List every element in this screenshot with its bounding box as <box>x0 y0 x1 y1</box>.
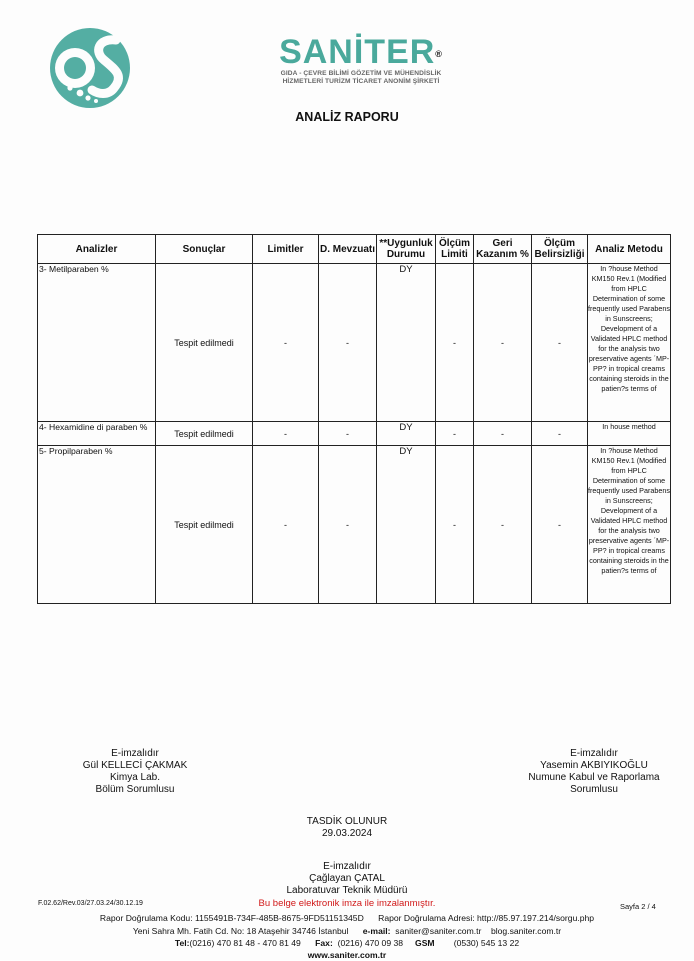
col-header-uncertainty: Ölçüm Belirsizliği <box>532 235 588 264</box>
signer-role: Sorumlusu <box>570 784 618 795</box>
cell-analysis: 3- Metilparaben % <box>38 264 156 422</box>
signer-name: Çağlayan ÇATAL <box>309 873 385 884</box>
brand-subtitle-line2: HİZMETLERİ TURİZM TİCARET ANONİM ŞİRKETİ <box>282 78 440 85</box>
col-header-method: Analiz Metodu <box>588 235 671 264</box>
signer-role: Numune Kabul ve Raporlama <box>528 772 660 783</box>
sign-status: E-imzalıdır <box>111 748 159 759</box>
cell-measurement-limit: - <box>436 264 474 422</box>
table-row <box>38 264 671 422</box>
table-header-row <box>38 235 671 264</box>
verify-address-link[interactable]: http://85.97.197.214/sorgu.php <box>477 913 595 923</box>
cell-regulation: - <box>319 446 377 604</box>
approval-date: 29.03.2024 <box>321 828 373 839</box>
registered-mark: ® <box>435 49 443 59</box>
approval-block <box>0 816 694 840</box>
cell-measurement-limit: - <box>436 422 474 446</box>
footer-address-line: Yeni Sahra Mh. Fatih Cd. No: 18 Ataşehir 34746 İstanbul e-mail: saniter@saniter.com.tr blog.saniter.com.tr <box>132 926 562 936</box>
col-header-results: Sonuçlar <box>156 235 253 264</box>
col-header-regulation: D. Mevzuatı <box>319 235 377 264</box>
cell-recovery: - <box>474 422 532 446</box>
col-header-analysis: Analizler <box>38 235 156 264</box>
sign-status: E-imzalıdır <box>570 748 618 759</box>
cell-analysis: 5- Propilparaben % <box>38 446 156 604</box>
cell-result: Tespit edilmedi <box>156 446 253 604</box>
brand-name: SANİTER® <box>279 33 443 71</box>
signer-name: Yasemin AKBIYIKOĞLU <box>540 760 648 771</box>
e-sign-notice: Bu belge elektronik imza ile imzalanmıştır. <box>258 898 436 909</box>
analysis-table <box>37 234 671 604</box>
brand-subtitle-line1: GIDA - ÇEVRE BİLİMİ GÖZETİM VE MÜHENDİSLİK <box>280 70 442 77</box>
table-row <box>38 446 671 604</box>
method-text: In house method <box>602 422 656 431</box>
cell-conformity: DY <box>377 264 436 422</box>
cell-limit: - <box>253 446 319 604</box>
signer-role: Bölüm Sorumlusu <box>95 784 175 795</box>
cell-conformity: DY <box>377 446 436 604</box>
cell-uncertainty: - <box>532 422 588 446</box>
verify-code: 1155491B-734F-485B-8675-9FD51151345D <box>194 913 364 923</box>
signature-left <box>60 748 210 796</box>
company-address: Yeni Sahra Mh. Fatih Cd. No: 18 Ataşehir 34746 İstanbul <box>132 926 349 936</box>
email-link[interactable]: saniter@saniter.com.tr <box>395 926 482 936</box>
cell-uncertainty: - <box>532 264 588 422</box>
cell-recovery: - <box>474 264 532 422</box>
page-number: Sayfa 2 / 4 <box>620 902 656 911</box>
signature-right <box>514 748 674 796</box>
cell-measurement-limit: - <box>436 446 474 604</box>
col-header-recovery: Geri Kazanım % <box>474 235 532 264</box>
cell-conformity: DY <box>377 422 436 446</box>
col-header-conformity: **Uygunluk Durumu <box>377 235 436 264</box>
cell-method <box>588 264 671 422</box>
footer-phone-line: Tel:(0216) 470 81 48 - 470 81 49 Fax: (0216) 470 09 38 GSM (0530) 545 13 22 <box>174 938 520 948</box>
form-code: F.02.62/Rev.03/27.03.24/30.12.19 <box>38 900 143 907</box>
method-text: In ?house Method KM150 Rev.1 (Modified from HPLC Determination of some frequently used Parabens in Sunscreens; Development of a Validated HPLC method for the analysis two preservative agents ´MP-PP? in tropical creams containing steroids in the patien?s terms of <box>588 446 670 575</box>
cell-method <box>588 446 671 604</box>
cell-regulation: - <box>319 264 377 422</box>
cell-method <box>588 422 671 446</box>
saniter-logo-icon <box>44 26 140 110</box>
col-header-measurement-limit: Ölçüm Limiti <box>436 235 474 264</box>
cell-recovery: - <box>474 446 532 604</box>
cell-analysis: 4- Hexamidine di paraben % <box>38 422 156 446</box>
blog-link[interactable]: blog.saniter.com.tr <box>490 926 562 936</box>
sign-status: E-imzalıdır <box>323 861 371 872</box>
analysis-table-wrapper <box>37 234 670 604</box>
approval-label: TASDİK OLUNUR <box>306 816 388 827</box>
cell-limit: - <box>253 422 319 446</box>
cell-regulation: - <box>319 422 377 446</box>
footer-verify-line: Rapor Doğrulama Kodu: 1155491B-734F-485B-8675-9FD51151345D Rapor Doğrulama Adresi: http://85.97.197.214/sorgu.php <box>99 913 595 923</box>
signer-role: Kimya Lab. <box>109 772 161 783</box>
signature-middle <box>0 861 694 897</box>
method-text: In ?house Method KM150 Rev.1 (Modified from HPLC Determination of some frequently used Parabens in Sunscreens; Development of a Validated HPLC method for the analysis two preservative agents ´MP-PP? in tropical creams containing steroids in the patien?s terms of <box>588 264 670 393</box>
table-row <box>38 422 671 446</box>
cell-result: Tespit edilmedi <box>156 264 253 422</box>
brand-block <box>246 34 476 86</box>
col-header-limits: Limitler <box>253 235 319 264</box>
tel-number: (0216) 470 81 48 - 470 81 49 <box>189 938 301 948</box>
gsm-number: (0530) 545 13 22 <box>453 938 520 948</box>
signer-role: Laboratuvar Teknik Müdürü <box>286 885 408 896</box>
cell-uncertainty: - <box>532 446 588 604</box>
website-link[interactable]: www.saniter.com.tr <box>307 950 387 960</box>
cell-limit: - <box>253 264 319 422</box>
fax-number: (0216) 470 09 38 <box>337 938 404 948</box>
page-title: ANALİZ RAPORU <box>295 110 399 124</box>
signer-name: Gül KELLECİ ÇAKMAK <box>82 760 188 771</box>
cell-result: Tespit edilmedi <box>156 422 253 446</box>
